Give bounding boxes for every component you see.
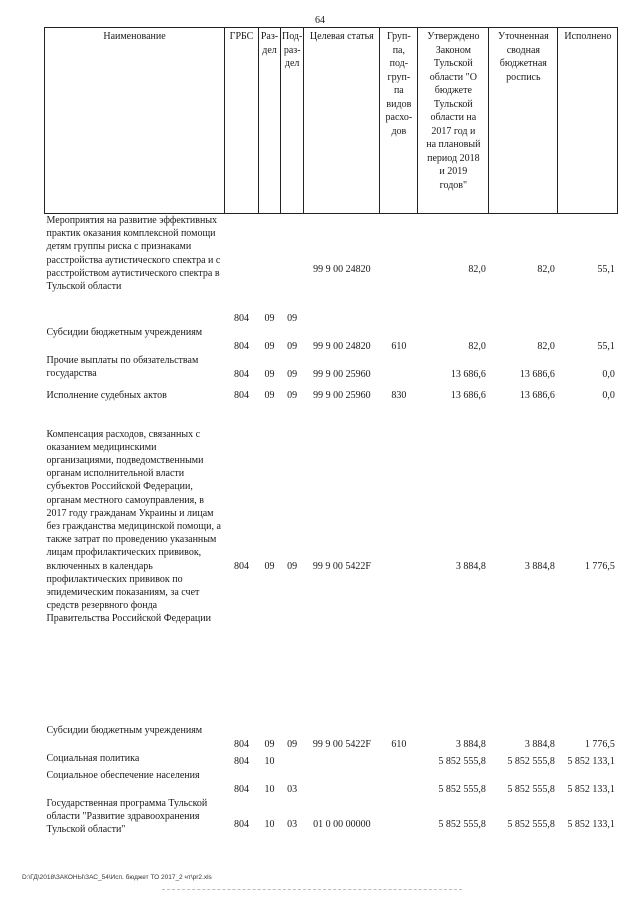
- table-header: [45, 28, 618, 214]
- row-group: 610: [391, 341, 407, 353]
- table-row: [45, 769, 618, 797]
- row-razdel: 09: [264, 389, 275, 401]
- footer-file-path: D:\ГД\2018\ЗАКОНЫ\ЗАС_54\Исп. бюджет ТО 2017_2 чт\pr2.xls: [22, 874, 212, 881]
- table-row: [45, 214, 618, 326]
- row-podrazdel: 03: [287, 784, 298, 796]
- header-target: Целевая статья: [304, 28, 380, 214]
- row-name: Социальное обеспечение населения: [46, 769, 200, 781]
- row-podrazdel: 03: [287, 818, 298, 830]
- row-podrazdel: 09: [287, 739, 298, 751]
- row-razdel: 09: [264, 560, 275, 572]
- row-grbs: 804: [234, 389, 249, 401]
- row-approved: 5 852 555,8: [438, 784, 486, 796]
- table-row: [45, 410, 618, 724]
- row-group: 830: [391, 389, 407, 401]
- row-executed: 1 776,5: [584, 739, 615, 751]
- row-revised: 13 686,6: [519, 389, 555, 401]
- row-revised: 82,0: [537, 341, 555, 353]
- row-name: Прочие выплаты по обязательствам государства: [46, 354, 199, 379]
- header-razdel: Раз- дел: [259, 28, 281, 214]
- row-executed: 55,1: [597, 341, 615, 353]
- row-group: [380, 354, 418, 382]
- row-razdel: 09: [264, 341, 275, 353]
- row-target: 99 9 00 24820: [313, 341, 371, 353]
- row-grbs: 804: [234, 784, 249, 796]
- row-grbs: 804: [234, 341, 249, 353]
- row-executed: 55,1: [597, 264, 615, 276]
- row-podrazdel: 09: [287, 341, 298, 353]
- row-razdel: 09: [264, 739, 275, 751]
- row-podrazdel: 09: [287, 389, 298, 401]
- row-revised: 13 686,6: [519, 369, 555, 381]
- row-revised: 5 852 555,8: [507, 756, 555, 768]
- row-razdel: 10: [264, 818, 275, 830]
- header-revised: Уточненная сводная бюджетная роспись: [489, 28, 558, 214]
- row-target: 99 9 00 25960: [313, 369, 371, 381]
- header-executed: Исполнено: [558, 28, 618, 214]
- row-name: Субсидии бюджетным учреждениям: [46, 724, 203, 736]
- row-target: 99 9 00 25960: [313, 389, 371, 401]
- row-razdel: 10: [264, 756, 275, 768]
- row-approved: 82,0: [468, 341, 486, 353]
- row-executed: 0,0: [602, 389, 615, 401]
- row-podrazdel: 09: [287, 369, 298, 381]
- row-group: [380, 214, 418, 326]
- row-group: [380, 410, 418, 724]
- row-revised: 82,0: [537, 264, 555, 276]
- page-number: 64: [315, 15, 325, 26]
- row-name: Мероприятия на развитие эффективных практик оказания комплексной помощи детям группы риска с признаками расстройства аутистического спектра и с расстройством аутистического спектра в Тульской области: [46, 215, 221, 293]
- budget-execution-table: [44, 27, 618, 853]
- table-body: [45, 214, 618, 853]
- row-target: [304, 752, 380, 769]
- row-razdel: 10: [264, 784, 275, 796]
- row-approved: 3 884,8: [455, 560, 486, 572]
- header-grbs: ГРБС: [225, 28, 259, 214]
- scan-artifact-line: [162, 889, 462, 890]
- row-name: Субсидии бюджетным учреждениям: [46, 326, 203, 338]
- header-approved: Утверждено Законом Тульской области "О бюджете Тульской области на 2017 год и на плановый период 2018 и 2019 годов": [418, 28, 489, 214]
- row-revised: 5 852 555,8: [507, 818, 555, 830]
- row-group: 610: [391, 739, 407, 751]
- row-executed: 0,0: [602, 369, 615, 381]
- row-razdel: 09: [264, 369, 275, 381]
- row-approved: 13 686,6: [450, 389, 486, 401]
- row-target: 01 0 00 00000: [313, 818, 371, 830]
- row-group: [380, 797, 418, 853]
- row-target: 99 9 00 5422F: [312, 560, 371, 572]
- row-approved: 82,0: [468, 264, 486, 276]
- row-target: 99 9 00 24820: [313, 264, 371, 276]
- row-grbs: 804: [234, 369, 249, 381]
- row-grbs: 804: [234, 313, 249, 325]
- table-row: [45, 797, 618, 853]
- table-row: [45, 724, 618, 752]
- row-executed: 1 776,5: [584, 560, 615, 572]
- row-executed: 5 852 133,1: [567, 756, 615, 768]
- row-target: 99 9 00 5422F: [312, 739, 371, 751]
- row-approved: 5 852 555,8: [438, 818, 486, 830]
- row-grbs: 804: [234, 756, 249, 768]
- table-row: [45, 752, 618, 769]
- row-podrazdel: [281, 752, 304, 769]
- row-razdel: 09: [264, 313, 275, 325]
- header-podrazdel: Под- раз- дел: [281, 28, 304, 214]
- row-revised: 3 884,8: [524, 739, 555, 751]
- header-name: Наименование: [45, 28, 225, 214]
- table-row: [45, 382, 618, 410]
- row-name: Государственная программа Тульской области "Развитие здравоохранения Тульской области": [46, 797, 208, 835]
- row-approved: 13 686,6: [450, 369, 486, 381]
- table-row: [45, 354, 618, 382]
- row-revised: 5 852 555,8: [507, 784, 555, 796]
- row-podrazdel: 09: [287, 313, 298, 325]
- row-executed: 5 852 133,1: [567, 818, 615, 830]
- row-name: Компенсация расходов, связанных с оказанием медицинскими организациями, подведомственными органам исполнительной власти субъектов Российской Федерации, органам местного самоуправления, в 2017 году гражданам Украины и лицам без гражданства медицинской помощи, а также затрат по проведению указанным лицам профилактических прививок, включенных в календарь профилактических прививок по эпидемическим показаниям, за счет средств резервного фонда Правительства Российской Федерации: [46, 428, 221, 625]
- row-approved: 5 852 555,8: [438, 756, 486, 768]
- row-name: Исполнение судебных актов: [46, 389, 167, 401]
- row-name: Социальная политика: [46, 752, 140, 764]
- row-target: [304, 769, 380, 797]
- row-group: [380, 769, 418, 797]
- row-revised: 3 884,8: [524, 560, 555, 572]
- row-executed: 5 852 133,1: [567, 784, 615, 796]
- table-row: [45, 326, 618, 354]
- row-grbs: 804: [234, 818, 249, 830]
- row-grbs: 804: [234, 560, 249, 572]
- row-grbs: 804: [234, 739, 249, 751]
- header-group: Груп- па, под- груп- па видов расхо- дов: [380, 28, 418, 214]
- row-approved: 3 884,8: [455, 739, 486, 751]
- row-podrazdel: 09: [287, 560, 298, 572]
- row-group: [380, 752, 418, 769]
